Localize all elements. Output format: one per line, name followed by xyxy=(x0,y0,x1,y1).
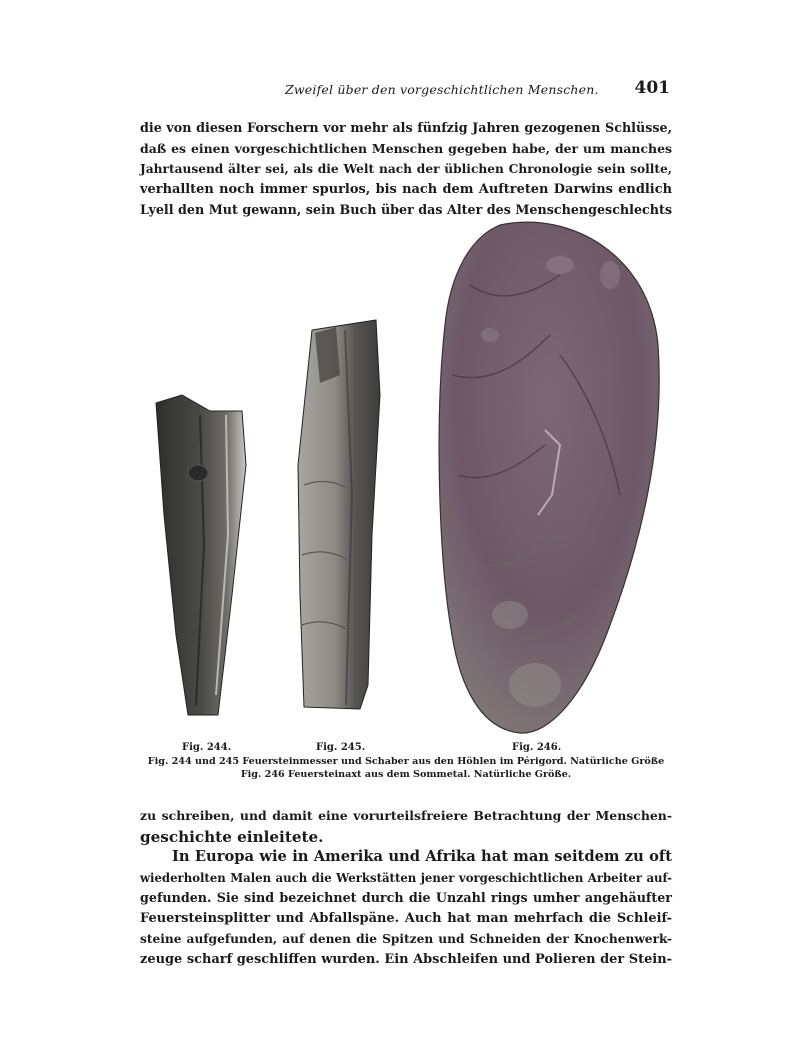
figure-label-246: Fig. 246. xyxy=(512,742,562,753)
page-number: 401 xyxy=(634,78,670,98)
text-line: geschichte einleitete. xyxy=(140,827,324,846)
caption-line: Fig. 246 Feuersteinaxt aus dem Sommetal. Natürliche Größe. xyxy=(240,768,572,780)
text-line: In Europa wie in Amerika und Afrika hat man seitdem zu oft xyxy=(172,848,672,865)
flint-tools-illustration xyxy=(140,215,672,745)
figure-labels xyxy=(140,742,672,756)
text-line: Feuersteinsplitter und Abfallspäne. Auch hat man mehrfach die Schleif- xyxy=(140,910,672,926)
figure-caption xyxy=(140,756,672,781)
figure-label-245: Fig. 245. xyxy=(316,742,366,753)
flint-blade-245 xyxy=(298,320,380,709)
text-line: die von diesen Forschern vor mehr als fünfzig Jahren gezogenen Schlüsse, xyxy=(140,120,672,135)
text-line: steine aufgefunden, auf denen die Spitzen und Schneiden der Knochenwerk- xyxy=(140,932,672,946)
text-line: gefunden. Sie sind bezeichnet durch die Unzahl rings umher angehäufter xyxy=(140,890,672,905)
text-line: wiederholten Malen auch die Werkstätten jener vorgeschichtlichen Arbeiter auf- xyxy=(140,870,672,885)
running-title: Zweifel über den vorgeschichtlichen Menschen. xyxy=(285,82,599,97)
body-text-bottom xyxy=(140,806,672,970)
text-line: verhallten noch immer spurlos, bis nach dem Auftreten Darwins endlich xyxy=(140,181,672,197)
text-line: zu schreiben, und damit eine vorurteilsfreiere Betrachtung der Menschen- xyxy=(140,808,672,823)
text-line: daß es einen vorgeschichtlichen Menschen gegeben habe, der um manches xyxy=(140,140,672,156)
text-line: zeuge scharf geschliffen wurden. Ein Abschleifen und Polieren der Stein- xyxy=(140,951,672,967)
running-head xyxy=(140,78,670,102)
body-text-top xyxy=(140,118,672,221)
text-line: Lyell den Mut gewann, sein Buch über das Alter des Menschengeschlechts xyxy=(140,202,672,217)
flint-handaxe-246 xyxy=(439,222,659,733)
figure-label-244: Fig. 244. xyxy=(182,742,232,753)
caption-line: Fig. 244 und 245 Feuersteinmesser und Schaber aus den Höhlen im Périgord. Natürliche Größe xyxy=(147,756,665,767)
flint-blade-244 xyxy=(156,395,246,715)
text-line: Jahrtausend älter sei, als die Welt nach der üblichen Chronologie sein sollte, xyxy=(140,162,672,176)
illustration-svg xyxy=(140,215,672,745)
